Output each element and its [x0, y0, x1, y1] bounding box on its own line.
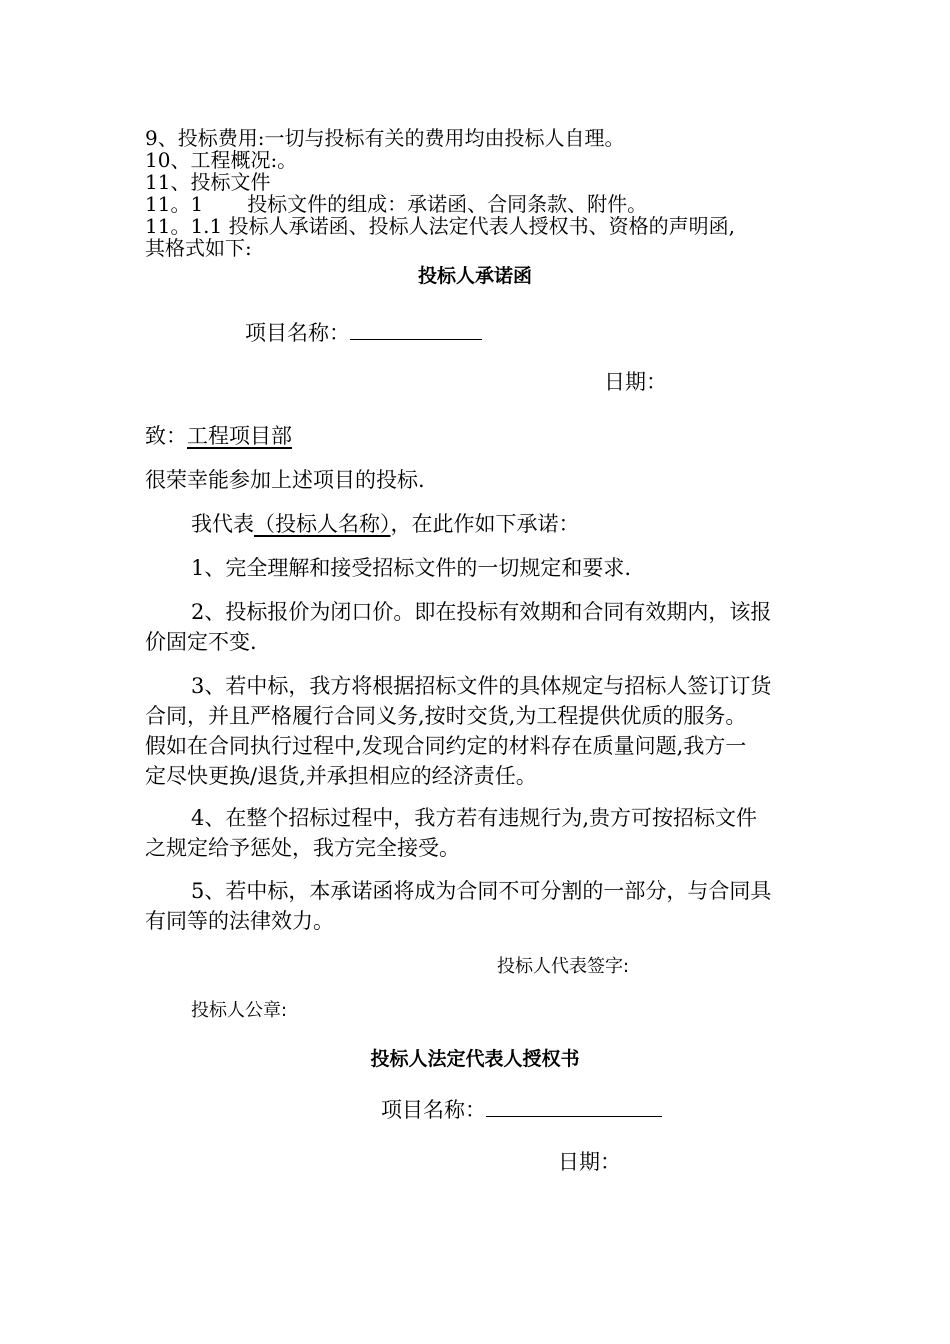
intro-line-9: 9、投标费用:一切与投标有关的费用均由投标人自理。 [145, 126, 625, 150]
authorization-project-name-blank [486, 1098, 662, 1117]
intro-line-11-1 [145, 193, 647, 215]
represent-suffix: ，在此作如下承诺： [390, 512, 580, 536]
commitment-item-3-line-1: 3、若中标，我方将根据招标文件的具体规定与招标人签订订货 [191, 674, 772, 698]
intro-line-11-1-1: 11。1.1 投标人承诺函、投标人法定代表人授权书、资格的声明函, [145, 214, 735, 238]
addressee-row [145, 421, 292, 451]
project-name-blank [350, 321, 482, 340]
bidder-name-placeholder: （投标人名称） [254, 512, 391, 536]
seal-label: 投标人公章: [191, 1000, 288, 1021]
greeting: 很荣幸能参加上述项目的投标. [145, 468, 425, 492]
section-number: 11。1 [145, 192, 204, 216]
authorization-date-label: 日期： [558, 1150, 621, 1174]
commitment-item-4-line-1: 4、在整个招标过程中，我方若有违规行为,贵方可按招标文件 [191, 806, 758, 830]
intro-line-10: 10、工程概况:。 [145, 148, 298, 172]
intro-line-format: 其格式如下: [145, 236, 252, 260]
date-label: 日期： [604, 370, 667, 394]
represent-row [191, 509, 580, 539]
section-text: 投标文件的组成：承诺函、合同条款、附件。 [247, 192, 648, 216]
project-name-row [245, 318, 482, 348]
commitment-item-3-line-2: 合同，并且严格履行合同义务,按时交货,为工程提供优质的服务。 [145, 704, 747, 728]
commitment-item-5-line-1: 5、若中标，本承诺函将成为合同不可分割的一部分，与合同具 [191, 879, 772, 903]
commitment-item-3-line-4: 定尽快更换/退货,并承担相应的经济责任。 [145, 764, 537, 788]
commitment-item-5-line-2: 有同等的法律效力。 [145, 909, 334, 933]
commitment-item-4-line-2: 之规定给予惩处，我方完全接受。 [145, 836, 460, 860]
commitment-item-3-line-3: 假如在合同执行过程中,发现合同约定的材料存在质量问题,我方一 [145, 734, 747, 758]
addressee-prefix: 致： [145, 424, 187, 448]
commitment-item-2-line-2: 价固定不变. [145, 630, 257, 654]
commitment-item-1: 1、完全理解和接受招标文件的一切规定和要求. [191, 556, 632, 580]
represent-prefix: 我代表 [191, 512, 254, 536]
intro-line-11: 11、投标文件 [145, 170, 271, 194]
authorization-project-name-label: 项目名称： [381, 1098, 486, 1122]
commitment-item-2-line-1: 2、投标报价为闭口价。即在投标有效期和合同有效期内，该报 [191, 600, 772, 624]
commitment-title: 投标人承诺函 [417, 265, 532, 287]
addressee-name: 工程项目部 [187, 424, 292, 448]
authorization-title: 投标人法定代表人授权书 [370, 1048, 580, 1070]
signature-label: 投标人代表签字: [497, 956, 630, 977]
authorization-project-name-row [381, 1095, 662, 1125]
project-name-label: 项目名称： [245, 321, 350, 345]
